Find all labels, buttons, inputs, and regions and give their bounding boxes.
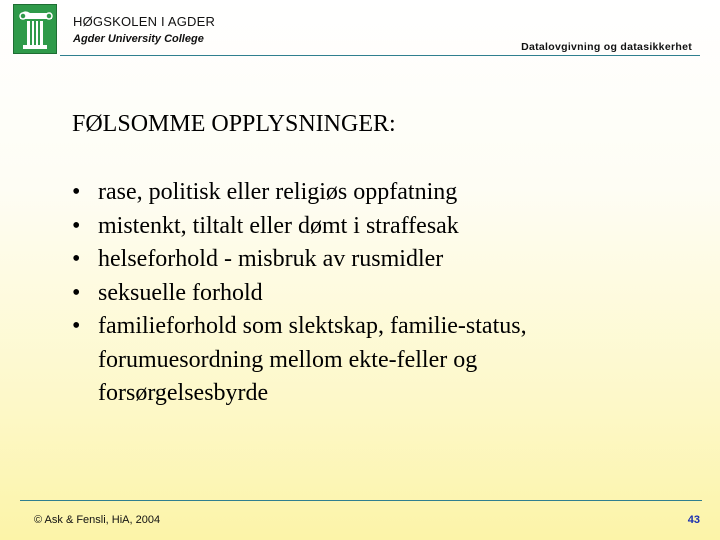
college-name: Agder University College [73, 33, 204, 45]
bullet-list [72, 176, 592, 411]
school-name: HØGSKOLEN I AGDER [73, 14, 216, 29]
bullet-text: helseforhold - misbruk av rusmidler [98, 246, 444, 272]
footer-divider [20, 500, 702, 501]
bullet-text: rase, politisk eller religiøs oppfatning [98, 179, 458, 205]
bullet-dot: • [72, 279, 81, 306]
bullet-item [72, 277, 592, 311]
bullet-dot: • [72, 179, 81, 205]
bullet-item [72, 210, 592, 244]
bullet-item [72, 243, 592, 277]
bullet-item [72, 310, 592, 411]
page-number: 43 [687, 514, 700, 526]
slide-title: FØLSOMME OPPLYSNINGER: [72, 111, 396, 137]
bullet-item [72, 176, 592, 210]
course-title: Datalovgivning og datasikkerhet [521, 41, 692, 53]
header-divider [60, 55, 700, 56]
bullet-dot: • [72, 212, 81, 239]
copyright-text: © Ask & Fensli, HiA, 2004 [34, 514, 161, 526]
pillar-logo-icon [13, 4, 57, 54]
bullet-dot: • [72, 246, 81, 272]
bullet-text: mistenkt, tiltalt eller dømt i straffesak [98, 212, 459, 239]
bullet-dot: • [72, 313, 81, 339]
bullet-text: familieforhold som slektskap, familie-status, forumuesordning mellom ekte-feller og forsørgelsesbyrde [98, 313, 527, 406]
bullet-text: seksuelle forhold [98, 279, 263, 306]
